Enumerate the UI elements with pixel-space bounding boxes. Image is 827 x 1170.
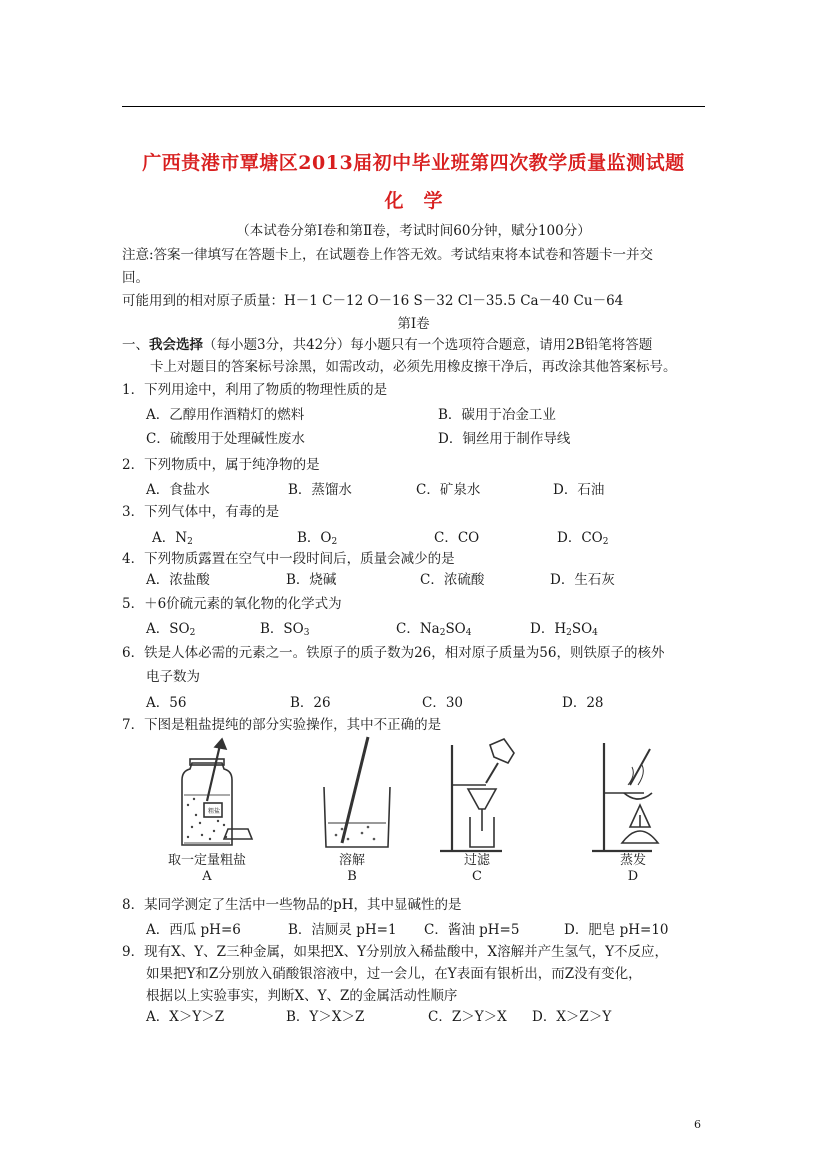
notice-line-2: 回。 [122, 270, 149, 286]
question-4-stem: 4．下列物质露置在空气中一段时间后，质量会减少的是 [122, 551, 455, 567]
subject-title [0, 186, 827, 213]
section-rule-1: （每小题3分，共42分）每小题只有一个选项符合题意，请用2B铅笔将答题 [203, 337, 653, 353]
apparatus-drawings [152, 735, 672, 855]
subject-char-2: 学 [423, 190, 443, 212]
volume-heading: 第Ⅰ卷 [397, 316, 430, 332]
letter-c: C [472, 869, 482, 884]
caption-a: 取一定量粗盐 [167, 853, 246, 868]
question-6-stem-1: 6．铁是人体必需的元素之一。铁原子的质子数为26，相对原子质量为56，则铁原子的核外 [122, 645, 665, 661]
q8-option-b: B．洁厕灵 pH=1 [288, 922, 397, 938]
section-rule-2: 卡上对题目的答案标号涂黑，如需改动，必须先用橡皮擦干净后，再改涂其他答案标号。 [150, 359, 677, 375]
subject-char-1: 化 [384, 190, 404, 212]
q3-option-a: A．$N_2$ [152, 530, 193, 547]
paper-note: （本试卷分第Ⅰ卷和第Ⅱ卷，考试时间60分钟，赋分100分） [236, 223, 591, 239]
question-2-stem: 2．下列物质中，属于纯净物的是 [122, 457, 320, 473]
evaporation-drawing [592, 743, 658, 851]
q9-option-d: D．X＞Z＞Y [532, 1009, 612, 1025]
q6-option-b: B．26 [290, 695, 331, 711]
caption-c: 过滤 [463, 853, 490, 868]
exam-title: 广西贵港市覃塘区2013届初中毕业班第四次教学质量监测试题 [142, 152, 685, 174]
question-6-stem-2: 电子数为 [146, 669, 200, 685]
question-9-stem-1: 9．现有X、Y、Z三种金属，如果把X、Y分别放入稀盐酸中，X溶解并产生氢气，Y不反应， [122, 944, 669, 960]
atomic-mass-line: 可能用到的相对原子质量：H－1 C－12 O－16 S－32 Cl－35.5 Ca－40 Cu－64 [122, 293, 624, 309]
q4-option-d: D．生石灰 [550, 572, 615, 588]
section-heading [122, 333, 652, 353]
q3-option-d: D．$CO_2$ [557, 530, 609, 547]
jar-label: 粗盐 [207, 808, 220, 815]
q1-option-c: C．硫酸用于处理碱性废水 [146, 431, 305, 447]
beaker-drawing [324, 737, 390, 847]
q9-option-a: A．X＞Y＞Z [146, 1009, 225, 1025]
question-9-stem-2: 如果把Y和Z分别放入硝酸银溶液中，过一会儿，在Y表面有银析出，而Z没有变化， [146, 966, 642, 982]
q6-option-d: D．28 [562, 695, 604, 711]
q9-option-c: C．Z＞Y＞X [428, 1009, 507, 1025]
section-prefix: 一、 [122, 337, 149, 353]
q3-option-c: C．CO [434, 530, 480, 546]
letter-b: B [347, 869, 357, 884]
q9-option-b: B．Y＞X＞Z [286, 1009, 365, 1025]
header-rule [122, 106, 705, 107]
q4-option-c: C．浓硫酸 [420, 572, 485, 588]
q5-option-c: C．$Na_2SO_4$ [396, 621, 472, 638]
letter-d: D [627, 869, 639, 884]
question-5-stem: 5．＋6价硫元素的氧化物的化学式为 [122, 596, 342, 612]
q4-option-a: A．浓盐酸 [146, 572, 210, 588]
question-8-stem: 8．某同学测定了生活中一些物品的pH，其中显碱性的是 [122, 897, 462, 913]
question-1-stem: 1．下列用途中，利用了物质的物理性质的是 [122, 382, 388, 398]
reagent-jar-drawing [182, 739, 252, 845]
q2-option-a: A．食盐水 [146, 482, 210, 498]
q4-option-b: B．烧碱 [286, 572, 337, 588]
question-9-stem-3: 根据以上实验事实，判断X、Y、Z的金属活动性顺序 [146, 988, 458, 1004]
caption-d: 蒸发 [619, 853, 646, 868]
q8-option-a: A．西瓜 pH=6 [146, 922, 241, 938]
q2-option-d: D．石油 [553, 482, 605, 498]
caption-b: 溶解 [338, 853, 365, 868]
q1-option-d: D．铜丝用于制作导线 [438, 431, 571, 447]
q3-option-b: B．$O_2$ [297, 530, 338, 547]
section-title: 我会选择 [149, 337, 203, 353]
q6-option-c: C．30 [422, 695, 464, 711]
letter-a: A [202, 869, 212, 884]
filtration-drawing [440, 739, 514, 851]
question-3-stem: 3．下列气体中，有毒的是 [122, 504, 280, 520]
q5-option-a: A．$SO_2$ [146, 621, 196, 638]
salt-purification-figure [152, 735, 672, 885]
question-7-stem: 7．下图是粗盐提纯的部分实验操作，其中不正确的是 [122, 717, 442, 733]
q1-option-a: A．乙醇用作酒精灯的燃料 [146, 407, 305, 423]
q1-option-b: B．碳用于冶金工业 [438, 407, 556, 423]
q8-option-c: C．酱油 pH=5 [424, 922, 520, 938]
q6-option-a: A．56 [146, 695, 187, 711]
q2-option-b: B．蒸馏水 [288, 482, 352, 498]
q5-option-d: D．$H_2SO_4$ [530, 621, 598, 638]
q2-option-c: C．矿泉水 [416, 482, 481, 498]
q8-option-d: D．肥皂 pH=10 [564, 922, 669, 938]
q5-option-b: B．$SO_3$ [260, 621, 310, 638]
page-number: 6 [694, 1118, 701, 1131]
notice-line-1: 注意:答案一律填写在答题卡上，在试题卷上作答无效。考试结束将本试卷和答题卡一并交 [122, 247, 654, 263]
